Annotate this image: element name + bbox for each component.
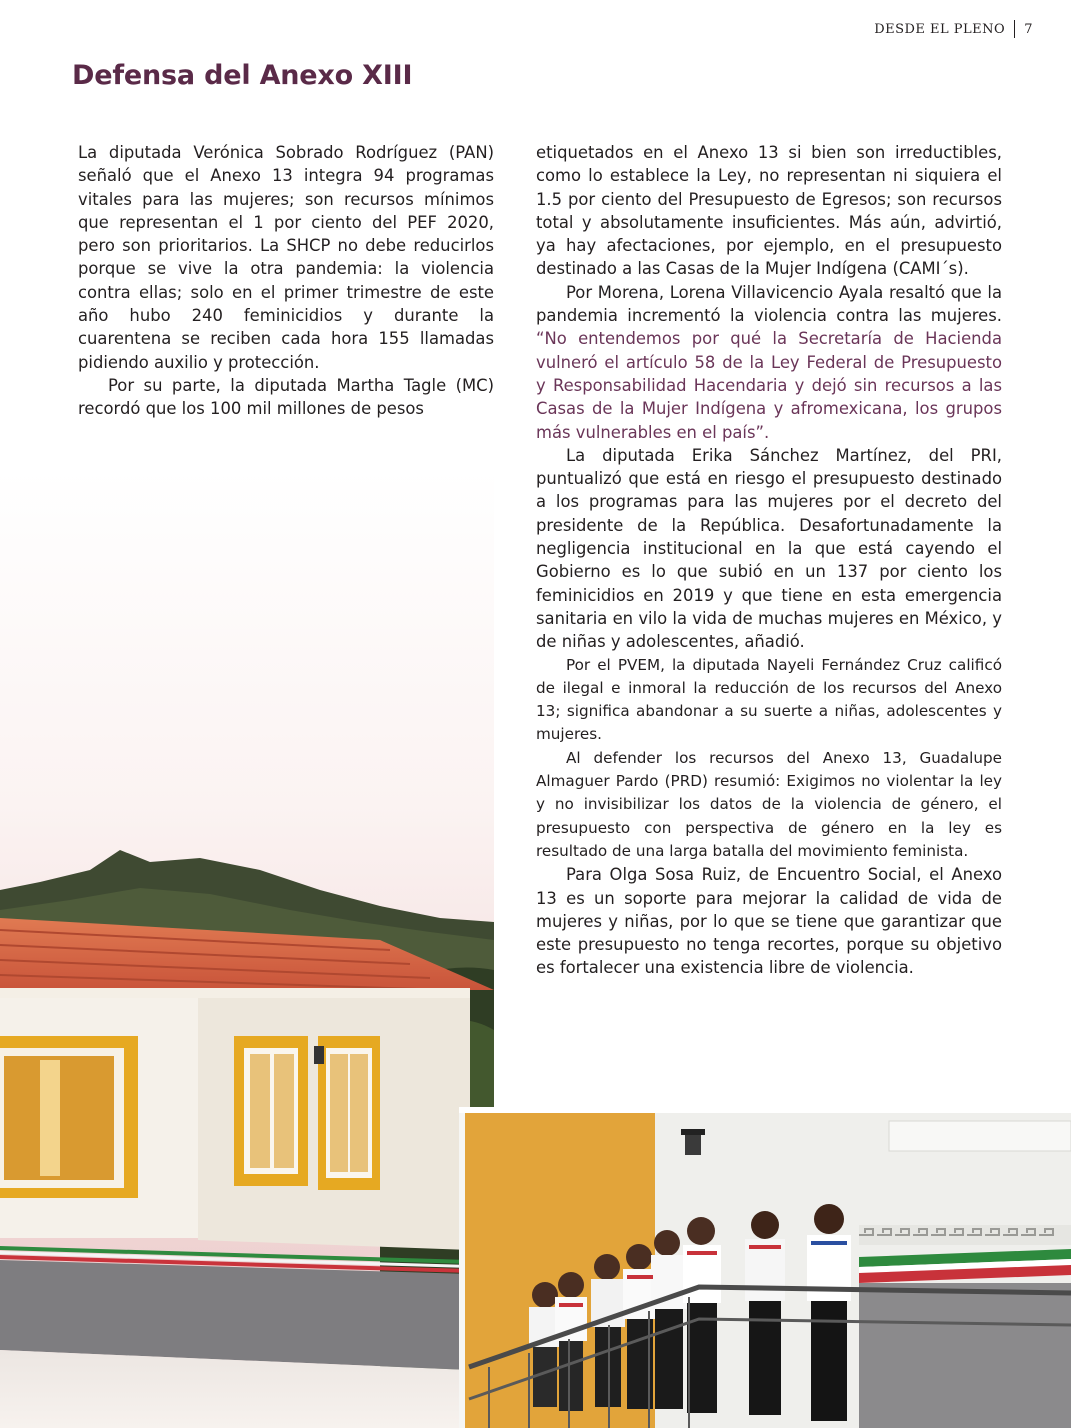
section-name: DESDE EL PLENO — [874, 21, 1006, 37]
house-photo — [0, 470, 494, 1428]
header-divider — [1014, 20, 1015, 38]
running-header — [874, 20, 1033, 38]
paragraph — [536, 281, 1002, 444]
paragraph: Por su parte, la diputada Martha Tagle (MC) recordó que los 100 mil millones de pesos — [78, 375, 494, 419]
article-title: Defensa del Anexo XIII — [72, 60, 413, 91]
page-number: 7 — [1024, 21, 1033, 37]
women-group-photo — [459, 1107, 1071, 1428]
paragraph: Al defender los recursos del Anexo 13, Guadalupe Almaguer Pardo (PRD) resumió: Exigimos no violentar la ley y no invisibilizar los datos de la violencia de género, el presupuesto con perspectiva de género en la ley es resultado de una larga batalla del movimiento feminista. — [536, 748, 1002, 860]
paragraph: La diputada Verónica Sobrado Rodríguez (PAN) señaló que el Anexo 13 integra 94 programas vitales para las mujeres; son recursos mínimos que representan el 1 por ciento del PEF 2020, pero son prioritarios. La SHCP no debe reducirlos porque se vive la otra pandemia: la violencia contra ellas; solo en el primer trimestre de este año hubo 240 feminicidios y durante la cuarentena se reciben cada hora 155 llamadas pidiendo auxilio y protección. — [78, 143, 494, 372]
paragraph: La diputada Erika Sánchez Martínez, del PRI, puntualizó que está en riesgo el presupuesto destinado a los programas para las mujeres por el decreto del presidente de la República. Desafortunadamente la negligencia institucional en la que está cayendo el Gobierno es lo que subió en un 137 por ciento los feminicidios en 2019 y que tiene en esta emergencia sanitaria en vilo la vida de muchas mujeres en México, y de niñas y adolescentes, añadió. — [536, 445, 1002, 652]
paragraph: Por el PVEM, la diputada Nayeli Fernández Cruz calificó de ilegal e inmoral la reducción de los recursos del Anexo 13; significa abandonar a su suerte a niñas, adolescentes y mujeres. — [536, 655, 1002, 744]
paragraph-lead: Por Morena, Lorena Villavicencio Ayala resaltó que la pandemia incrementó la violencia contra las mujeres. — [536, 282, 1002, 326]
paragraph: etiquetados en el Anexo 13 si bien son irreductibles, como lo establece la Ley, no representan ni siquiera el 1.5 por ciento del Presupuesto de Egresos; son recursos total y absolutamente insuficientes. Más aún, advirtió, ya hay afectaciones, por ejemplo, en el presupuesto destinado a las Casas de la Mujer Indígena (CAMI´s). — [536, 143, 1002, 279]
right-column — [536, 141, 1002, 980]
quote-text: “No entendemos por qué la Secretaría de Hacienda vulneró el artículo 58 de la Ley Federal de Presupuesto y Responsabilidad Hacendaria y dejó sin recursos a las Casas de la Mujer Indígena y afromexicana, los grupos más vulnerables en el país”. — [536, 329, 1002, 442]
left-column — [78, 141, 494, 421]
paragraph: Para Olga Sosa Ruiz, de Encuentro Social, el Anexo 13 es un soporte para mejorar la calidad de vida de mujeres y niñas, por lo que se tiene que garantizar que este presupuesto no tenga recortes, porque su objetivo es fortalecer una existencia libre de violencia. — [536, 865, 1002, 978]
